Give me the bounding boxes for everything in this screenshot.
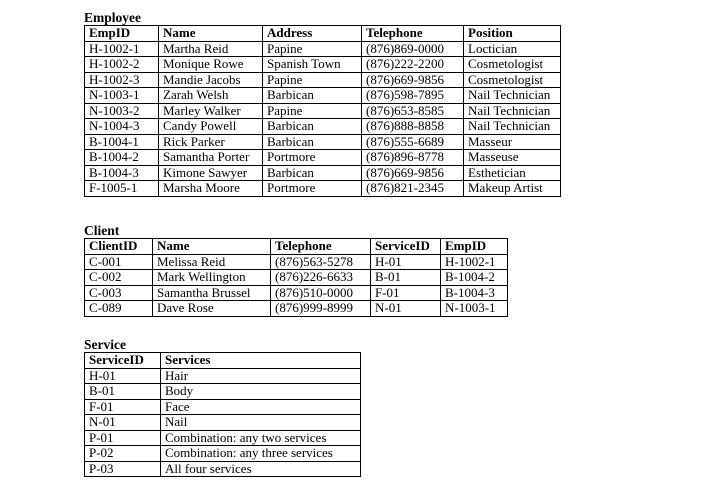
table-row: [85, 368, 361, 384]
table-cell: Face: [161, 399, 361, 415]
column-header: ServiceID: [85, 353, 161, 369]
table-cell: (876)226-6633: [271, 270, 371, 286]
table-cell: B-1004-2: [85, 150, 159, 166]
table-cell: (876)555-6689: [362, 134, 464, 150]
table-cell: (876)869-0000: [362, 41, 464, 57]
table-cell: Samantha Brussel: [153, 285, 271, 301]
table-row: [85, 254, 508, 270]
table-cell: F-01: [85, 399, 161, 415]
table-cell: Combination: any two services: [161, 430, 361, 446]
table-cell: (876)653-8585: [362, 103, 464, 119]
table-cell: B-01: [85, 384, 161, 400]
table-cell: F-01: [371, 285, 441, 301]
table-cell: Zarah Welsh: [159, 88, 263, 104]
table-cell: Nail Technician: [464, 103, 561, 119]
table-row: [85, 270, 508, 286]
table-cell: H-01: [85, 368, 161, 384]
table-cell: Barbican: [263, 88, 362, 104]
table-cell: (876)563-5278: [271, 254, 371, 270]
table-row: [85, 150, 561, 166]
table-cell: Martha Reid: [159, 41, 263, 57]
table-row: [85, 119, 561, 135]
table-cell: Candy Powell: [159, 119, 263, 135]
table-cell: B-1004-3: [441, 285, 508, 301]
table-cell: N-1003-1: [85, 88, 159, 104]
employee-table: [84, 25, 561, 197]
table-row: [85, 399, 361, 415]
table-cell: Dave Rose: [153, 301, 271, 317]
table-row: [85, 57, 561, 73]
table-cell: Esthetician: [464, 165, 561, 181]
table-cell: Monique Rowe: [159, 57, 263, 73]
table-cell: Rick Parker: [159, 134, 263, 150]
table-cell: P-02: [85, 446, 161, 462]
table-row: [85, 181, 561, 197]
table-cell: Hair: [161, 368, 361, 384]
employee-header-row: [85, 26, 561, 42]
column-header: EmpID: [441, 239, 508, 255]
table-cell: Papine: [263, 103, 362, 119]
table-row: [85, 134, 561, 150]
table-cell: Nail: [161, 415, 361, 431]
table-row: [85, 88, 561, 104]
column-header: Position: [464, 26, 561, 42]
table-cell: Nail Technician: [464, 88, 561, 104]
table-row: [85, 103, 561, 119]
table-cell: (876)669-9856: [362, 165, 464, 181]
table-cell: H-1002-2: [85, 57, 159, 73]
table-row: [85, 461, 361, 477]
column-header: EmpID: [85, 26, 159, 42]
table-cell: All four services: [161, 461, 361, 477]
column-header: Telephone: [362, 26, 464, 42]
table-cell: (876)821-2345: [362, 181, 464, 197]
service-table: [84, 352, 361, 477]
table-cell: Portmore: [263, 181, 362, 197]
table-cell: (876)999-8999: [271, 301, 371, 317]
table-cell: (876)222-2200: [362, 57, 464, 73]
service-section: [84, 338, 361, 477]
employee-table-title: Employee: [84, 10, 141, 25]
client-section: [84, 224, 508, 317]
column-header: Services: [161, 353, 361, 369]
table-cell: Body: [161, 384, 361, 400]
table-row: [85, 285, 508, 301]
table-cell: Masseuse: [464, 150, 561, 166]
table-cell: Samantha Porter: [159, 150, 263, 166]
table-cell: B-01: [371, 270, 441, 286]
table-cell: H-01: [371, 254, 441, 270]
table-cell: Portmore: [263, 150, 362, 166]
table-cell: Melissa Reid: [153, 254, 271, 270]
employee-section: [84, 11, 561, 197]
client-table: [84, 238, 508, 317]
table-cell: (876)888-8858: [362, 119, 464, 135]
table-cell: Papine: [263, 72, 362, 88]
table-row: [85, 41, 561, 57]
table-cell: Cosmetologist: [464, 57, 561, 73]
table-cell: Marley Walker: [159, 103, 263, 119]
table-row: [85, 384, 361, 400]
table-cell: Loctician: [464, 41, 561, 57]
table-row: [85, 72, 561, 88]
table-cell: N-1003-1: [441, 301, 508, 317]
table-row: [85, 430, 361, 446]
table-cell: C-089: [85, 301, 153, 317]
table-cell: Combination: any three services: [161, 446, 361, 462]
table-cell: Mark Wellington: [153, 270, 271, 286]
client-header-row: [85, 239, 508, 255]
table-cell: B-1004-1: [85, 134, 159, 150]
table-cell: F-1005-1: [85, 181, 159, 197]
table-cell: Spanish Town: [263, 57, 362, 73]
table-cell: (876)598-7895: [362, 88, 464, 104]
table-cell: Makeup Artist: [464, 181, 561, 197]
table-cell: N-01: [371, 301, 441, 317]
table-row: [85, 165, 561, 181]
table-cell: B-1004-2: [441, 270, 508, 286]
table-cell: C-003: [85, 285, 153, 301]
table-cell: Masseur: [464, 134, 561, 150]
table-cell: H-1002-3: [85, 72, 159, 88]
table-cell: H-1002-1: [85, 41, 159, 57]
table-cell: Cosmetologist: [464, 72, 561, 88]
table-cell: N-1004-3: [85, 119, 159, 135]
table-cell: Marsha Moore: [159, 181, 263, 197]
service-table-title: Service: [84, 337, 126, 352]
table-cell: N-1003-2: [85, 103, 159, 119]
table-cell: C-001: [85, 254, 153, 270]
table-cell: (876)669-9856: [362, 72, 464, 88]
table-cell: B-1004-3: [85, 165, 159, 181]
column-header: ClientID: [85, 239, 153, 255]
table-cell: H-1002-1: [441, 254, 508, 270]
column-header: ServiceID: [371, 239, 441, 255]
table-cell: P-01: [85, 430, 161, 446]
table-row: [85, 415, 361, 431]
table-cell: (876)510-0000: [271, 285, 371, 301]
table-cell: P-03: [85, 461, 161, 477]
table-cell: Kimone Sawyer: [159, 165, 263, 181]
column-header: Address: [263, 26, 362, 42]
table-cell: (876)896-8778: [362, 150, 464, 166]
column-header: Telephone: [271, 239, 371, 255]
column-header: Name: [153, 239, 271, 255]
table-cell: N-01: [85, 415, 161, 431]
client-table-title: Client: [84, 223, 120, 238]
table-cell: Barbican: [263, 134, 362, 150]
column-header: Name: [159, 26, 263, 42]
table-cell: Barbican: [263, 165, 362, 181]
table-cell: Mandie Jacobs: [159, 72, 263, 88]
table-cell: C-002: [85, 270, 153, 286]
table-cell: Barbican: [263, 119, 362, 135]
table-row: [85, 446, 361, 462]
table-cell: Papine: [263, 41, 362, 57]
table-row: [85, 301, 508, 317]
service-header-row: [85, 353, 361, 369]
table-cell: Nail Technician: [464, 119, 561, 135]
